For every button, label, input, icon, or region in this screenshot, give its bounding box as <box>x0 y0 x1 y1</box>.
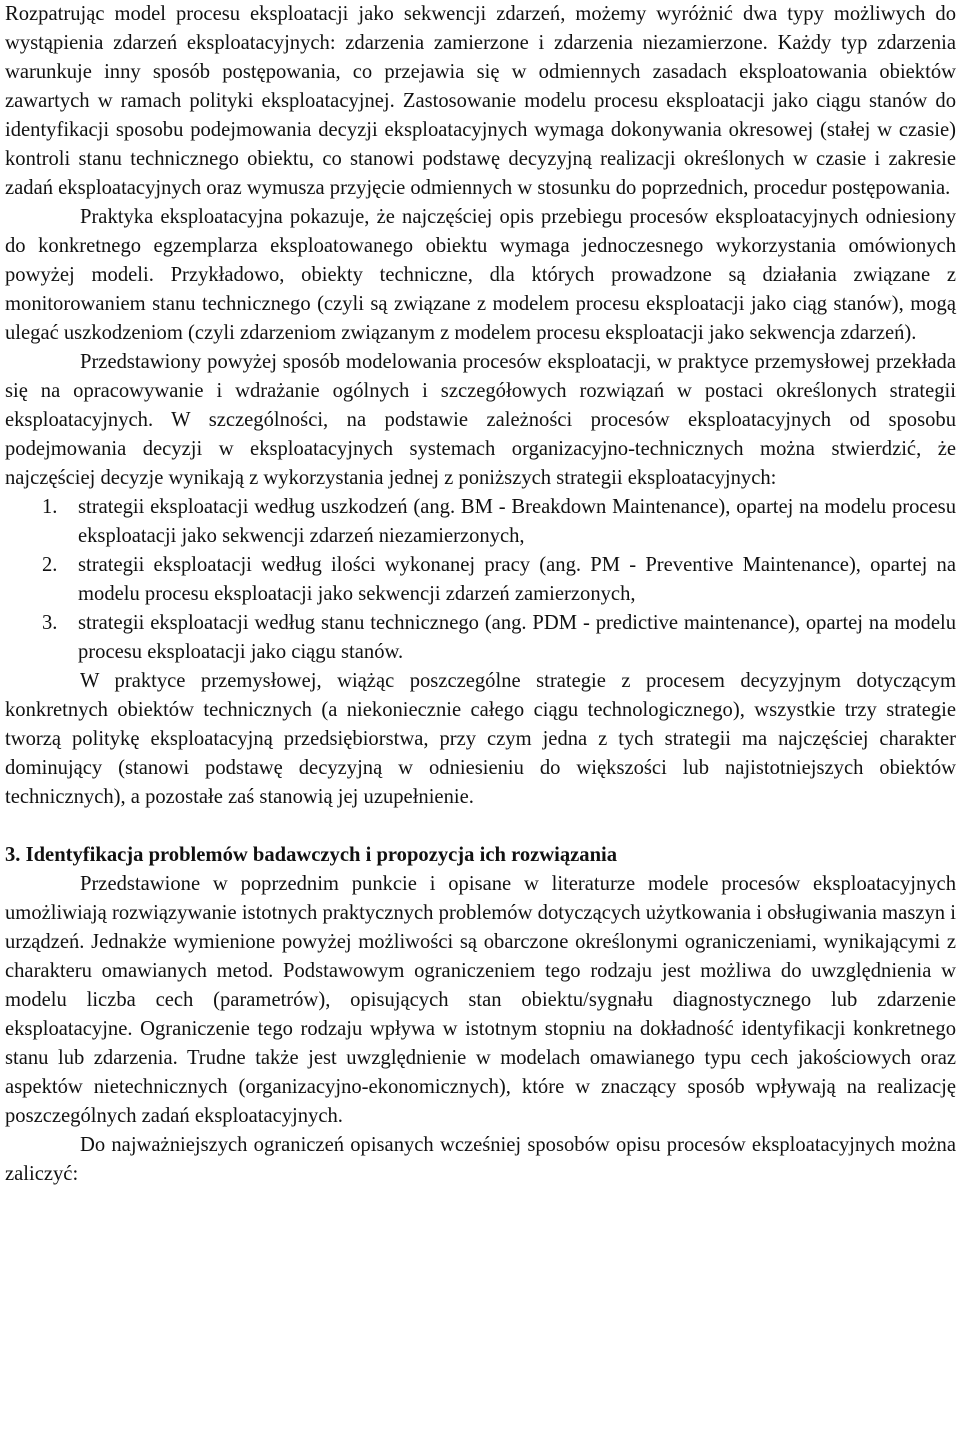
section-spacer <box>5 812 956 841</box>
paragraph-2: Praktyka eksploatacyjna pokazuje, że najczęściej opis przebiegu procesów eksploatacyjnych odniesiony do konkretnego egzemplarza eksploatowanego obiektu wymaga jednoczesnego wykorzystania omówionych powyżej modeli. Przykładowo, obiekty techniczne, dla których prowadzone są działania związane z monitorowaniem stanu technicznego (czyli są związane z modelem procesu eksploatacji jako ciąg stanów), mogą ulegać uszkodzeniom (czyli zdarzeniom związanym z modelem procesu eksploatacji jako sekwencja zdarzeń). <box>5 206 956 344</box>
list-item <box>42 551 956 609</box>
section-heading: 3. Identyfikacja problemów badawczych i propozycja ich rozwiązania <box>5 844 618 866</box>
list-item <box>42 493 956 551</box>
list-number: 3. <box>42 612 58 634</box>
paragraph-5: Przedstawione w poprzednim punkcie i opisane w literaturze modele procesów eksploatacyjnych umożliwiają rozwiązywanie istotnych praktycznych problemów dotyczących użytkowania i obsługiwania maszyn i urządzeń. Jednakże wymienione powyżej możliwości są obarczone określonymi ograniczeniami, wynikającymi z charakteru omawianych metod. Podstawowym ograniczeniem tego rodzaju jest możliwa do uwzględnienia w modelu liczba cech (parametrów), opisujących stan obiektu/sygnału diagnostycznego lub zdarzenie eksploatacyjne. Ograniczenie tego rodzaju wpływa w istotnym stopniu na dokładność identyfikacji konkretnego stanu lub zdarzenia. Trudne także jest uwzględnienie w modelach omawianego typu cech jakościowych oraz aspektów nietechnicznych (organizacyjno-ekonomicznych), które w znaczący sposób wpływają na realizację poszczególnych zadań eksploatacyjnych. <box>5 873 956 1127</box>
paragraph-4: W praktyce przemysłowej, wiążąc poszczególne strategie z procesem decyzyjnym dotyczącym konkretnych obiektów technicznych (a niekoniecznie całego ciągu technologicznego), wszystkie trzy strategie tworzą politykę eksploatacyjną przedsiębiorstwa, przy czym jedna z tych strategii ma najczęściej charakter dominujący (stanowi podstawę decyzyjną w odniesieniu do większości lub najistotniejszych obiektów technicznych), a pozostałe zaś stanowią jej uzupełnienie. <box>5 670 956 808</box>
list-item-text: strategii eksploatacji według uszkodzeń (ang. BM - Breakdown Maintenance), opartej na modelu procesu eksploatacji jako sekwencji zdarzeń niezamierzonych, <box>78 496 956 547</box>
paragraph-6: Do najważniejszych ograniczeń opisanych wcześniej sposobów opisu procesów eksploatacyjnych można zaliczyć: <box>5 1134 956 1185</box>
strategy-list <box>5 493 956 667</box>
paragraph-1: Rozpatrując model procesu eksploatacji jako sekwencji zdarzeń, możemy wyróżnić dwa typy możliwych do wystąpienia zdarzeń eksploatacyjnych: zdarzenia zamierzone i zdarzenia niezamierzone. Każdy typ zdarzenia warunkuje inny sposób postępowania, co przejawia się w odmiennych zasadach eksploatowania obiektów zawartych w ramach polityki eksploatacyjnej. Zastosowanie modelu procesu eksploatacji jako ciągu stanów do identyfikacji sposobu podejmowania decyzji eksploatacyjnych wymaga dokonywania okresowej (stałej w czasie) kontroli stanu technicznego obiektu, co stanowi podstawę decyzyjną realizacji określonych w czasie i zakresie zadań eksploatacyjnych oraz wymusza przyjęcie odmiennych w stosunku do poprzednich, procedur postępowania. <box>5 3 956 199</box>
list-number: 1. <box>42 496 58 518</box>
list-item-text: strategii eksploatacji według stanu technicznego (ang. PDM - predictive maintenance), opartej na modelu procesu eksploatacji jako ciągu stanów. <box>78 612 956 663</box>
paragraph-3: Przedstawiony powyżej sposób modelowania procesów eksploatacji, w praktyce przemysłowej przekłada się na opracowywanie i wdrażanie ogólnych i szczegółowych rozwiązań w postaci określonych strategii eksploatacyjnych. W szczególności, na podstawie zależności procesów eksploatacyjnych od sposobu podejmowania decyzji w eksploatacyjnych systemach organizacyjno-technicznych można stwierdzić, że najczęściej decyzje wynikają z wykorzystania jednej z poniższych strategii eksploatacyjnych: <box>5 351 956 489</box>
list-item <box>42 609 956 667</box>
list-item-text: strategii eksploatacji według ilości wykonanej pracy (ang. PM - Preventive Maintenance), opartej na modelu procesu eksploatacji jako sekwencji zdarzeń zamierzonych, <box>78 554 956 605</box>
list-number: 2. <box>42 554 58 576</box>
